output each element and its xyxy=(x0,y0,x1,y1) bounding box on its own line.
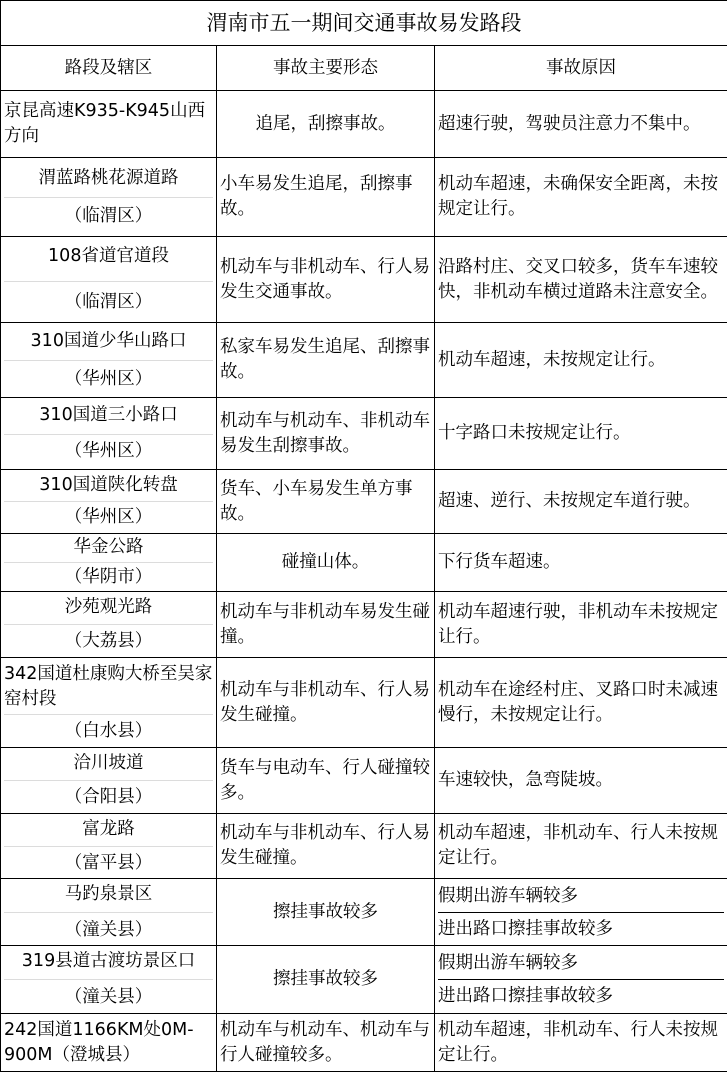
cause-cell xyxy=(435,946,727,1014)
table-row xyxy=(1,323,727,398)
column-header-road: 路段及辖区 xyxy=(1,46,217,91)
cause-cell: 下行货车超速。 xyxy=(435,534,727,592)
cause-cell: 机动车超速，未确保安全距离，未按规定让行。 xyxy=(435,158,727,237)
district-name: （富平县） xyxy=(64,852,153,873)
road-cell xyxy=(1,470,217,534)
table-row xyxy=(1,814,727,879)
table-row xyxy=(1,658,727,748)
road-cell xyxy=(1,946,217,1014)
road-name: 342国道杜康购大桥至吴家窑村段 xyxy=(4,662,213,715)
district-name: （临渭区） xyxy=(64,205,153,226)
road-name: 马趵泉景区 xyxy=(4,882,213,913)
column-header-form: 事故主要形态 xyxy=(217,46,435,91)
cause-cell: 超速、逆行、未按规定车道行驶。 xyxy=(435,470,727,534)
table-row xyxy=(1,592,727,658)
road-name: 洽川坡道 xyxy=(4,751,213,781)
road-name: 沙苑观光路 xyxy=(4,595,213,625)
district-name: （华州区） xyxy=(64,441,153,461)
header-row xyxy=(1,46,727,91)
road-name: 富龙路 xyxy=(4,817,213,847)
district-name: （华阴市） xyxy=(64,567,153,587)
form-cell: 机动车与机动车、机动车与行人碰撞较多。 xyxy=(217,1014,435,1072)
road-name: 310国道陕化转盘 xyxy=(4,473,213,502)
road-cell xyxy=(1,534,217,592)
district-name: （临渭区） xyxy=(64,292,153,312)
cause-line-2: 进出路口擦挂事故较多 xyxy=(438,918,613,939)
cause-line-1: 假期出游车辆较多 xyxy=(438,947,724,980)
road-name: 319县道古渡坊景区口 xyxy=(4,949,213,980)
road-name: 渭蓝路桃花源道路 xyxy=(4,166,213,198)
form-cell: 机动车与机动车、非机动车易发生刮擦事故。 xyxy=(217,398,435,470)
form-cell: 碰撞山体。 xyxy=(217,534,435,592)
cause-cell: 机动车在途经村庄、叉路口时未减速慢行，未按规定让行。 xyxy=(435,658,727,748)
cause-cell: 机动车超速，未按规定让行。 xyxy=(435,323,727,398)
table-row xyxy=(1,534,727,592)
form-cell: 追尾，刮擦事故。 xyxy=(217,91,435,158)
district-name: （合阳县） xyxy=(64,787,153,807)
table-row xyxy=(1,879,727,946)
road-cell xyxy=(1,658,217,748)
form-cell: 货车与电动车、行人碰撞较多。 xyxy=(217,748,435,814)
road-name: 310国道少华山路口 xyxy=(4,329,213,361)
cause-cell: 超速行驶，驾驶员注意力不集中。 xyxy=(435,91,727,158)
road-name: 华金公路 xyxy=(4,535,213,563)
cause-cell xyxy=(435,879,727,946)
cause-cell: 车速较快，急弯陡坡。 xyxy=(435,748,727,814)
road-cell: 京昆高速K935-K945山西方向 xyxy=(1,91,217,158)
page-title: 渭南市五一期间交通事故易发路段 xyxy=(1,1,727,46)
form-cell: 机动车与非机动车、行人易发生碰撞。 xyxy=(217,658,435,748)
table-row xyxy=(1,748,727,814)
road-name: 108省道官道段 xyxy=(4,244,213,282)
table-row xyxy=(1,1014,727,1072)
table-row xyxy=(1,398,727,470)
form-cell: 货车、小车易发生单方事故。 xyxy=(217,470,435,534)
form-cell: 擦挂事故较多 xyxy=(217,879,435,946)
form-cell: 机动车与非机动车、行人易发生交通事故。 xyxy=(217,237,435,323)
road-cell xyxy=(1,323,217,398)
district-name: （潼关县） xyxy=(64,987,153,1007)
cause-line-1: 假期出游车辆较多 xyxy=(438,880,724,913)
form-cell: 机动车与非机动车易发生碰撞。 xyxy=(217,592,435,658)
cause-line-2: 进出路口擦挂事故较多 xyxy=(438,986,613,1006)
title-row xyxy=(1,1,727,46)
road-cell xyxy=(1,814,217,879)
table-row xyxy=(1,946,727,1014)
district-name: （潼关县） xyxy=(64,919,153,940)
cause-cell: 十字路口未按规定让行。 xyxy=(435,398,727,470)
cause-cell: 机动车超速，非机动车、行人未按规定让行。 xyxy=(435,814,727,879)
district-name: （白水县） xyxy=(64,720,153,741)
cause-cell: 机动车超速，非机动车、行人未按规定让行。 xyxy=(435,1014,727,1072)
district-name: （华州区） xyxy=(64,507,153,527)
table-row xyxy=(1,158,727,237)
form-cell: 机动车与非机动车、行人易发生碰撞。 xyxy=(217,814,435,879)
road-cell: 242国道1166KM处0M-900M（澄城县） xyxy=(1,1014,217,1072)
road-cell xyxy=(1,237,217,323)
form-cell: 私家车易发生追尾、刮擦事故。 xyxy=(217,323,435,398)
road-name: 310国道三小路口 xyxy=(4,403,213,435)
column-header-cause: 事故原因 xyxy=(435,46,727,91)
road-cell xyxy=(1,592,217,658)
road-cell xyxy=(1,879,217,946)
table-row xyxy=(1,91,727,158)
district-name: （华州区） xyxy=(64,368,153,389)
table-row xyxy=(1,470,727,534)
table-row xyxy=(1,237,727,323)
district-name: （大荔县） xyxy=(64,631,153,651)
cause-cell: 机动车超速行驶，非机动车未按规定让行。 xyxy=(435,592,727,658)
form-cell: 小车易发生追尾，刮擦事故。 xyxy=(217,158,435,237)
road-cell xyxy=(1,398,217,470)
form-cell: 擦挂事故较多 xyxy=(217,946,435,1014)
road-cell xyxy=(1,158,217,237)
road-cell xyxy=(1,748,217,814)
cause-cell: 沿路村庄、交叉口较多，货车车速较快，非机动车横过道路未注意安全。 xyxy=(435,237,727,323)
